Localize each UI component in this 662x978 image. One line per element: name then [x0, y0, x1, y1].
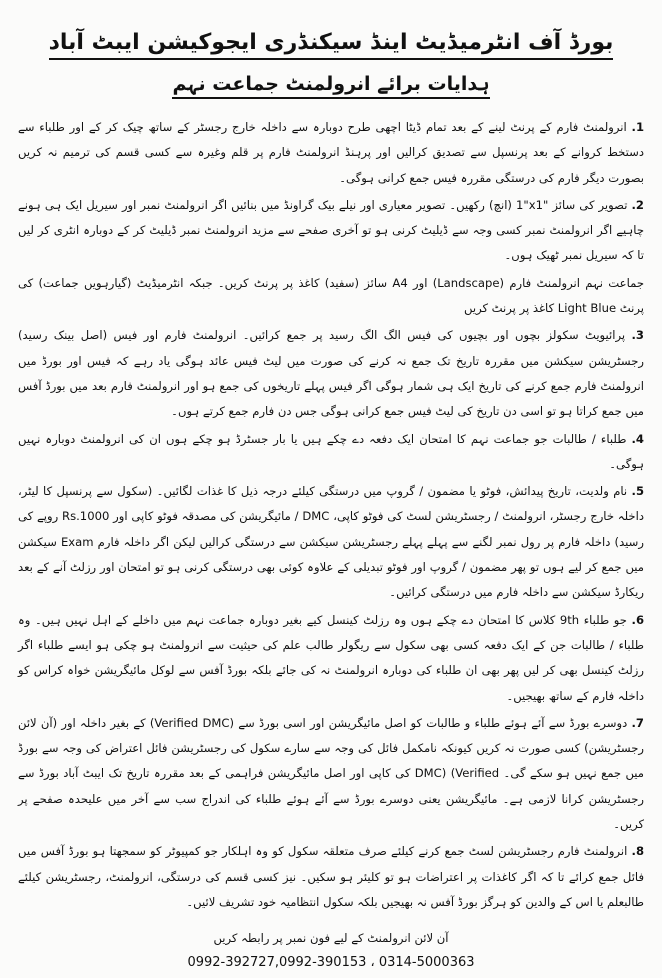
instruction-number: 2. — [631, 197, 644, 212]
instruction-number: 4. — [631, 431, 644, 446]
instruction-number: 5. — [631, 484, 645, 499]
instruction-text: طلباء / طالبات جو جماعت نہم کا امتحان ایک دفعہ دے چکے ہیں یا بار جسٹرڈ ہو چکے ہوں ان کی انرولمنٹ دوبارہ نہیں ہوگی۔ — [18, 431, 644, 471]
dmc-close-label: DMC) — [414, 766, 447, 781]
instruction-number: 3. — [631, 328, 644, 343]
dmc-label: DMC — [302, 509, 330, 524]
instruction-text: نام ولدیت، تاریخ پیدائش، فوٹو یا مضمون / گروپ میں درستگی کیلئے درجہ ذیل کا غذات لگائیں۔ (سکول سے پرنسپل کا لیٹر، داخلہ خارج رجسٹر، انرولمنٹ / رجسٹریشن لسٹ کی فوٹو کاپی، — [18, 484, 644, 524]
contact-note: آن لائن انرولمنٹ کے لیے فون نمبر پر رابطہ کریں — [213, 931, 449, 946]
phone-numbers: 0992-392727,0992-390153 ، 0314-5000363 — [187, 955, 475, 971]
instruction-print-note — [18, 271, 644, 322]
instruction-text: اور — [407, 275, 433, 290]
instruction-text: جو طلباء — [579, 612, 627, 627]
instruction-7 — [18, 711, 644, 837]
instruction-text: سیکشن میں جمع کر لیے ہوں تو پھر مضمون / گروپ اور فوٹو تبدیلی کے علاوہ کوئی بھی درستگی کرنی ہو تو امتحان اور رزلٹ آنے کے بعد ریکارڈ سیکشن سے داخلہ فارم میں درستگی کرائیں۔ — [18, 534, 644, 600]
instruction-3 — [18, 323, 644, 424]
page-title — [18, 30, 644, 55]
verified-dmc-label: (Verified DMC) — [149, 715, 235, 730]
paper-size-label: A4 — [392, 275, 408, 290]
instruction-text: تصویر کی سائز — [548, 197, 628, 212]
landscape-label: (Landscape) — [432, 275, 505, 290]
instruction-5 — [18, 479, 644, 605]
instruction-text: روپے کی رسید) داخلہ فارم پر رول نمبر لگنے سے پہلے پہلے رجسٹریشن سیکشن سے درستگی کرالیں لیکن اگر داخلہ فارم — [18, 509, 644, 549]
instruction-1 — [18, 115, 644, 191]
instruction-6 — [18, 608, 644, 709]
instruction-text: دوسرے بورڈ سے آئے ہوئے طلباء و طالبات کو اصل مائیگریشن اور اسی بورڈ سے — [234, 715, 628, 730]
class-label: 9th — [559, 612, 580, 627]
instruction-number: 1. — [631, 120, 645, 134]
instruction-text: کاغذ پر پرنٹ کریں — [464, 301, 558, 316]
instructions-heading: ہدایات برائے انرولمنٹ جماعت نہم — [172, 73, 489, 99]
verified-label: (Verified — [450, 766, 500, 781]
instruction-text: کی کاپی اور اصل مائیگریشن فراہمی کے بعد مقررہ تاریخ تک ایبٹ آباد بورڈ سے رجسٹریشن کرانا لازمی ہے۔ مائیگریشن یعنی دوسرے بورڈ سے آئے ہوئے طلباء کی اندراج سب سے آخر میں علیحدہ صفحے پر کریں۔ — [18, 766, 644, 832]
instruction-text: (انچ) رکھیں۔ تصویر معیاری اور نیلے بیک گراونڈ میں بنائیں اگر انرولمنٹ نمبر اور سیریل ایک ہی ہونے چاہیے اگر انرولمنٹ نمبر کسی وجہ سے ڈیلیٹ کرنی ہو تو آخری صفحے سے مزید انرولمنٹ نمبر ڈیلیٹ کر کے دوبارہ انٹری کر لیں تا کہ سیریل نمبر ٹھیک ہوں۔ — [18, 197, 644, 263]
instruction-8 — [18, 839, 644, 915]
fee-amount: Rs.1000 — [62, 509, 110, 524]
board-name: بورڈ آف انٹرمیڈیٹ اینڈ سیکنڈری ایجوکیشن ایبٹ آباد — [49, 30, 614, 60]
instruction-text: کے بغیر داخلہ اور (آن لائن رجسٹریشن) کسی صورت نہ کریں کیونکہ نامکمل فائل کی وجہ سے سارے سکول کی رجسٹریشن فائل اعتراض کی وجہ سے بورڈ میں جمع نہیں ہو سکے گی۔ — [18, 715, 645, 781]
instruction-text: جماعت نہم انرولمنٹ فارم — [504, 275, 644, 290]
instruction-2 — [18, 193, 644, 269]
exam-section-label: Exam — [60, 534, 94, 549]
instruction-4 — [18, 427, 644, 478]
instruction-text: انرولمنٹ فارم رجسٹریشن لسٹ جمع کرنے کیلئے صرف متعلقہ سکول کو وہ اہلکار جو کمپیوٹر کو سمجھتا ہو بورڈ آفس میں فائل جمع کرائے تا کہ اگر کاغذات پر اعتراضات ہو تو کلیئر ہو سکیں۔ نیز کسی قسم کی درستگی، انرولمنٹ، رجسٹریشن کیلئے طالبعلم یا اس کے والدین کو ہرگز بورڈ آفس نہ بھیجیں بلکہ سکول انتظامیہ خود تشریف لائیں۔ — [18, 844, 644, 909]
paper-color-label: Light Blue — [557, 301, 617, 316]
instruction-text: / مائیگریشن کی مصدقہ فوٹو کاپی اور — [109, 509, 303, 524]
instruction-text: کلاس کا امتحان دے چکے ہوں وہ رزلٹ کینسل کیے بغیر دوبارہ جماعت نہم میں داخلے کے اہل نہیں ہیں۔ وہ طلباء / طالبات جن کے ایک دفعہ کسی بھی سکول سے ریگولر طالب علم کی حیثیت سے انرولمنٹ ہو چکی ہو ایسے طلباء اگر رزلٹ کینسل بھی کر لیں پھر بھی ان طلباء کی دوبارہ انرولمنٹ نہ کی جائے بلکہ بورڈ آفس سے لوکل مائیگریشن خواہ کراس کو داخلہ فارم کے ساتھ بھیجیں۔ — [18, 612, 644, 703]
instruction-text: انرولمنٹ فارم کے پرنٹ لینے کے بعد تمام ڈیٹا اچھی طرح دوبارہ سے داخلہ خارج رجسٹر کے ساتھ چیک کر کے اور طلباء سے دستخط کروانے کے بعد پرنسپل سے تصدیق کرالیں اور پرہنڈ انرولمنٹ فارم پر قلم وغیرہ سے کسی قسم کی ترمیم نہ کریں بصورت دیگر فارم کی درستگی مقررہ فیس جمع کرانی ہوگی۔ — [18, 120, 644, 185]
instruction-number: 6. — [631, 612, 645, 627]
instruction-number: 7. — [631, 715, 644, 730]
instruction-text: پرائیویٹ سکولز بچوں اور بچیوں کی فیس الگ الگ رسید پر جمع کرائیں۔ انرولمنٹ فارم اور فیس (اصل بینک رسید) رجسٹریشن سیکشن میں مقررہ تاریخ تک جمع نہ کرنے کی صورت میں لیٹ فیس عائد ہوگی یاد رہے کہ فیس اور بورڈ میں انرولمنٹ فارم جمع کرنے کی تاریخ ایک ہی شمار ہوگی اگر فیس پہلے تاریخوں کی جمع ہو اور انرولمنٹ فارم بعد میں بورڈ آفس میں جمع کراتا ہو تو اسی دن تاریخ کی لیٹ فیس جمع کرانی ہوگی جس دن فارم جمع کرتے ہوں۔ — [18, 328, 644, 419]
instruction-text: سائز (سفید) کاغذ پر پرنٹ کریں۔ جبکہ انٹرمیڈیٹ (گیارہویں جماعت) کی پرنٹ — [18, 275, 644, 316]
page-subtitle — [18, 73, 644, 95]
instruction-number: 8. — [631, 844, 645, 859]
photo-size: 1"x1" — [516, 197, 549, 212]
